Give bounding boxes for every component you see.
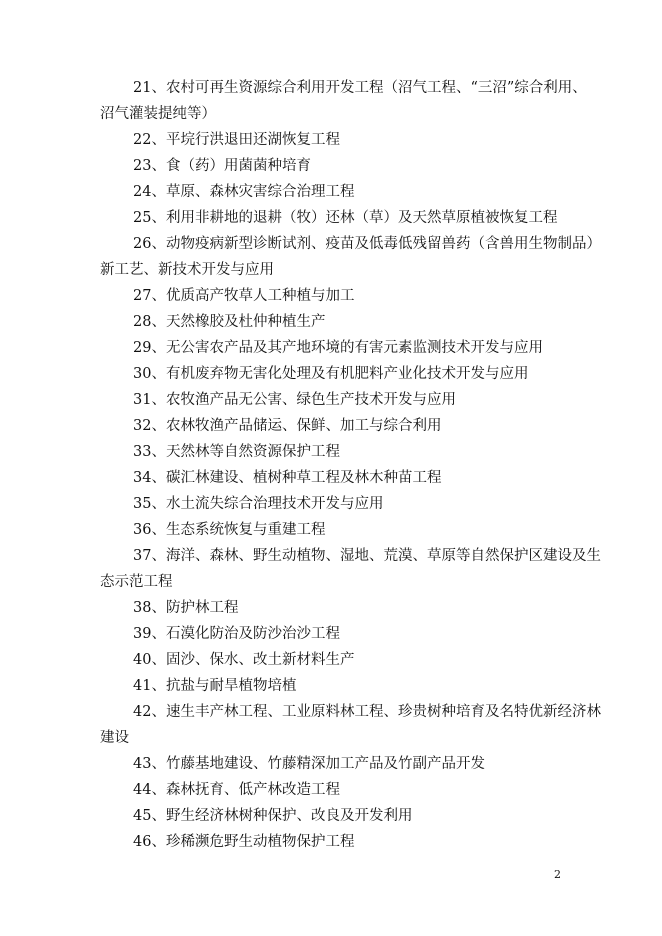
- document-body: [100, 75, 601, 855]
- list-item-text: 22、平垸行洪退田还湖恢复工程: [133, 132, 340, 148]
- list-item-continuation: 新工艺、新技术开发与应用: [100, 262, 274, 278]
- list-item-text: 45、野生经济林树种保护、改良及开发利用: [133, 808, 413, 824]
- list-item: [100, 283, 562, 309]
- list-item: [100, 543, 601, 595]
- list-item-text: 33、天然林等自然资源保护工程: [133, 444, 340, 460]
- list-item-text: 31、农牧渔产品无公害、绿色生产技术开发与应用: [133, 392, 456, 408]
- page-number: 2: [554, 868, 561, 881]
- list-item: [100, 491, 562, 517]
- list-item-text: 26、动物疫病新型诊断试剂、疫苗及低毒低残留兽药（含兽用生物制品）: [133, 236, 601, 252]
- list-item: [100, 153, 562, 179]
- list-item-text: 46、珍稀濒危野生动植物保护工程: [133, 834, 355, 850]
- list-item: [100, 673, 562, 699]
- list-item-text: 30、有机废弃物无害化处理及有机肥料产业化技术开发与应用: [133, 366, 529, 382]
- list-item: [100, 699, 601, 751]
- list-item-text: 21、农村可再生资源综合利用开发工程（沼气工程、“三沼”综合利用、: [133, 80, 587, 96]
- list-item: [100, 803, 562, 829]
- list-item-text: 43、竹藤基地建设、竹藤精深加工产品及竹副产品开发: [133, 756, 485, 772]
- list-item-text: 23、食（药）用菌菌种培育: [133, 158, 311, 174]
- list-item-text: 40、固沙、保水、改土新材料生产: [133, 652, 355, 668]
- list-item-text: 41、抗盐与耐旱植物培植: [133, 678, 297, 694]
- list-item-text: 25、利用非耕地的退耕（牧）还林（草）及天然草原植被恢复工程: [133, 210, 558, 226]
- list-item-text: 35、水土流失综合治理技术开发与应用: [133, 496, 384, 512]
- list-item: [100, 465, 562, 491]
- list-item: [100, 387, 562, 413]
- list-item-text: 37、海洋、森林、野生动植物、湿地、荒漠、草原等自然保护区建设及生: [133, 548, 601, 564]
- list-item-continuation: 态示范工程: [100, 574, 173, 590]
- list-item: [100, 595, 562, 621]
- list-item: [100, 829, 562, 855]
- list-item-text: 39、石漠化防治及防沙治沙工程: [133, 626, 340, 642]
- list-item: [100, 439, 562, 465]
- list-item-text: 42、速生丰产林工程、工业原料林工程、珍贵树种培育及名特优新经济林: [133, 704, 601, 720]
- list-item: [100, 517, 562, 543]
- list-item: [100, 179, 562, 205]
- list-item: [100, 127, 562, 153]
- list-item: [100, 309, 562, 335]
- list-item: [100, 621, 562, 647]
- list-item-continuation: 建设: [100, 730, 129, 746]
- list-item-text: 27、优质高产牧草人工种植与加工: [133, 288, 355, 304]
- list-item-text: 29、无公害农产品及其产地环境的有害元素监测技术开发与应用: [133, 340, 543, 356]
- list-item-text: 24、草原、森林灾害综合治理工程: [133, 184, 355, 200]
- list-item-text: 36、生态系统恢复与重建工程: [133, 522, 326, 538]
- list-item: [100, 751, 562, 777]
- list-item-text: 34、碳汇林建设、植树种草工程及林木种苗工程: [133, 470, 442, 486]
- list-item: [100, 75, 587, 127]
- list-item-text: 38、防护林工程: [133, 600, 239, 616]
- list-item-text: 44、森林抚育、低产林改造工程: [133, 782, 340, 798]
- list-item-continuation: 沼气灌装提纯等）: [100, 106, 216, 122]
- list-item: [100, 335, 562, 361]
- list-item: [100, 413, 562, 439]
- list-item: [100, 231, 601, 283]
- list-item: [100, 361, 562, 387]
- list-item: [100, 777, 562, 803]
- list-item: [100, 205, 562, 231]
- list-item-text: 32、农林牧渔产品储运、保鲜、加工与综合利用: [133, 418, 442, 434]
- list-item-text: 28、天然橡胶及杜仲种植生产: [133, 314, 326, 330]
- list-item: [100, 647, 562, 673]
